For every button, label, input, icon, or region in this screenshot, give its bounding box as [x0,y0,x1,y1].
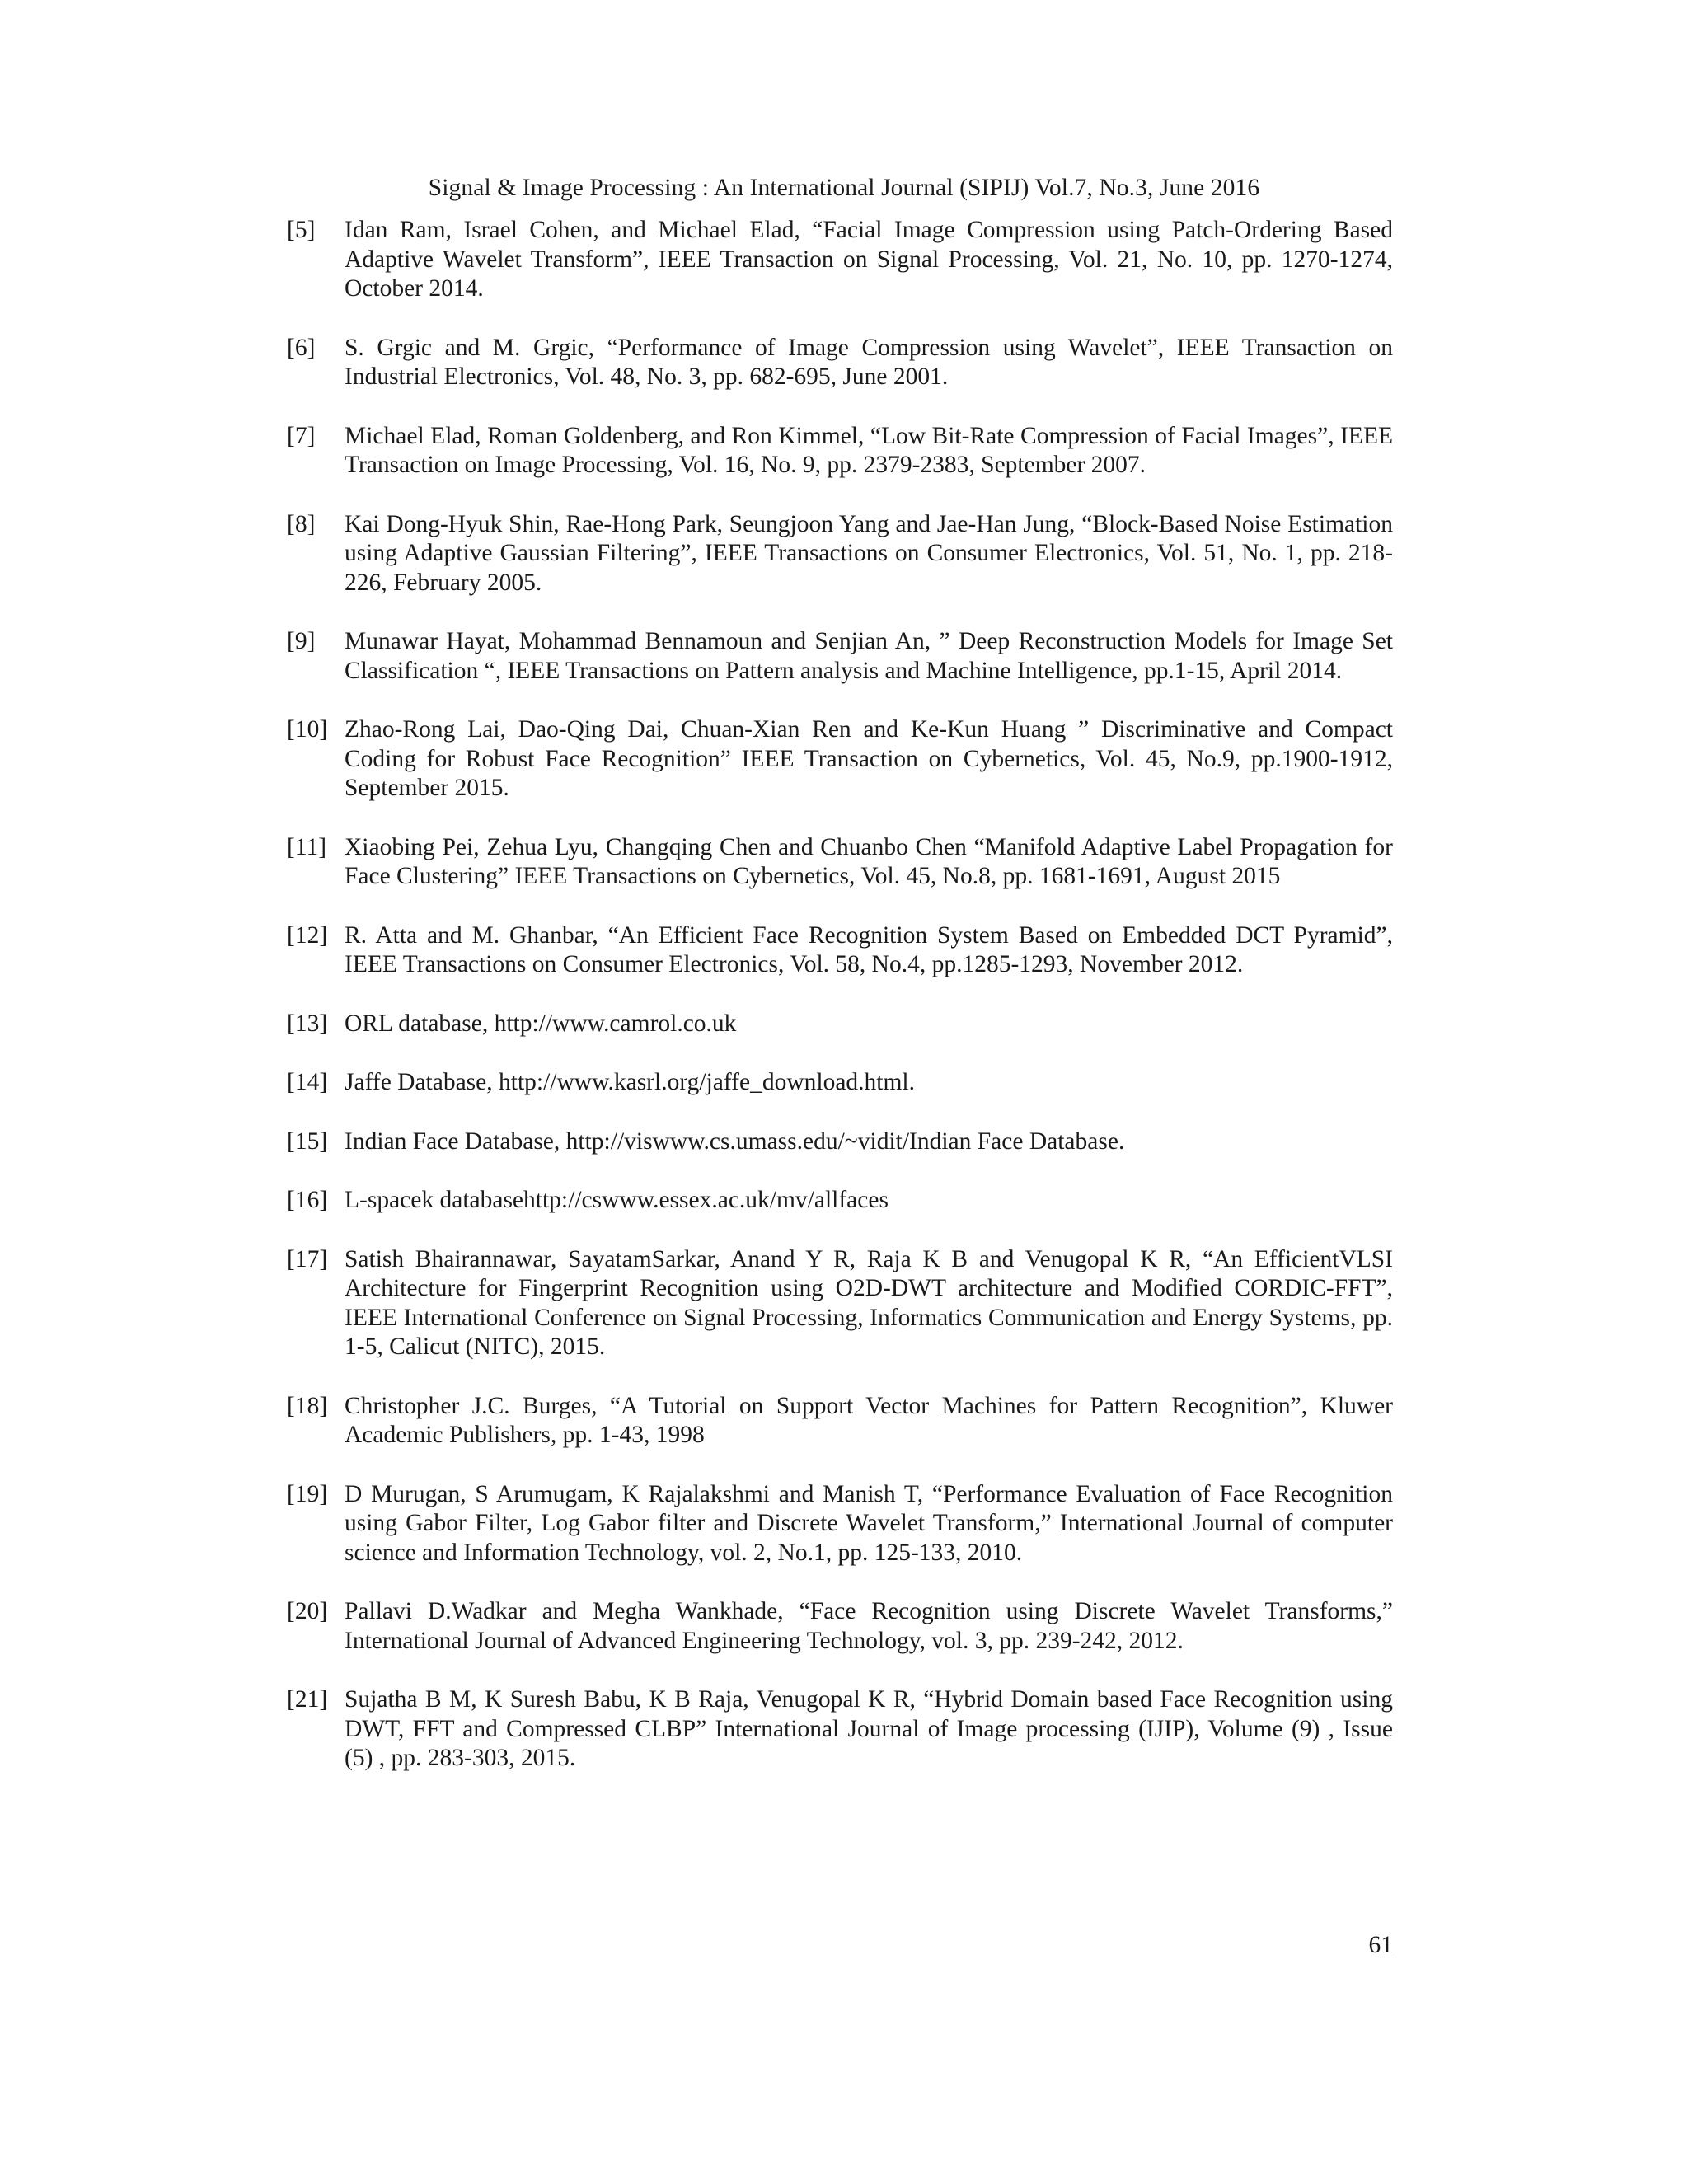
reference-item [287,1186,1393,1216]
reference-item [287,334,1393,392]
reference-text: D Murugan, S Arumugam, K Rajalakshmi and Manish T, “Performance Evaluation of Face Recognition using Gabor Filter, Log Gabor filter and Discrete Wavelet Transform,” International Journal of computer science and Information Technology, vol. 2, No.1, pp. 125-133, 2010. [345,1480,1393,1566]
reference-text: Michael Elad, Roman Goldenberg, and Ron Kimmel, “Low Bit-Rate Compression of Facial Images”, IEEE Transaction on Image Processing, Vol. 16, No. 9, pp. 2379-2383, September 2007. [345,422,1393,478]
reference-text: Idan Ram, Israel Cohen, and Michael Elad, “Facial Image Compression using Patch-Ordering Based Adaptive Wavelet Transform”, IEEE Transaction on Signal Processing, Vol. 21, No. 10, pp. 1270-1274, October 2014. [345,217,1393,302]
reference-item [287,216,1393,304]
reference-item [287,1127,1393,1157]
reference-item [287,921,1393,980]
reference-number: [16] [287,1187,328,1213]
reference-text: S. Grgic and M. Grgic, “Performance of Image Compression using Wavelet”, IEEE Transaction on Industrial Electronics, Vol. 48, No. 3, pp. 682-695, June 2001. [345,334,1393,390]
reference-text: Zhao-Rong Lai, Dao-Qing Dai, Chuan-Xian Ren and Ke-Kun Huang ” Discriminative and Compact Coding for Robust Face Recognition” IEEE Transaction on Cybernetics, Vol. 45, No.9, pp.1900-1912, September 2015. [345,716,1393,801]
page-number: 61 [1368,1932,1393,1958]
reference-item [287,1685,1393,1774]
reference-text: R. Atta and M. Ghanbar, “An Efficient Face Recognition System Based on Embedded DCT Pyramid”, IEEE Transactions on Consumer Electronics, Vol. 58, No.4, pp.1285-1293, November 2012. [345,921,1393,977]
reference-item [287,1480,1393,1568]
reference-text: Kai Dong-Hyuk Shin, Rae-Hong Park, Seungjoon Yang and Jae-Han Jung, “Block-Based Noise Estimation using Adaptive Gaussian Filtering”, IEEE Transactions on Consumer Electronics, Vol. 51, No. 1, pp. 218-226, February 2005. [345,510,1393,596]
reference-text: Satish Bhairannawar, SayatamSarkar, Anand Y R, Raja K B and Venugopal K R, “An EfficientVLSI Architecture for Fingerprint Recognition using O2D-DWT architecture and Modified CORDIC-FFT”, IEEE International Conference on Signal Processing, Informatics Communication and Energy Systems, pp. 1-5, Calicut (NITC), 2015. [345,1245,1393,1360]
reference-number: [17] [287,1245,328,1272]
reference-number: [15] [287,1127,328,1155]
reference-number: [5] [287,217,316,243]
reference-item [287,422,1393,480]
reference-number: [11] [287,833,327,860]
reference-item [287,833,1393,892]
reference-text: Jaffe Database, http://www.kasrl.org/jaffe_download.html. [345,1069,915,1095]
reference-item [287,1010,1393,1039]
reference-text: Christopher J.C. Burges, “A Tutorial on Support Vector Machines for Pattern Recognition”, Kluwer Academic Publishers, pp. 1-43, 1998 [345,1392,1393,1448]
reference-text: ORL database, http://www.camrol.co.uk [345,1010,737,1037]
reference-item [287,715,1393,804]
reference-item [287,510,1393,598]
reference-list [287,216,1393,1803]
reference-number: [12] [287,921,328,949]
reference-number: [6] [287,334,316,361]
reference-number: [18] [287,1392,328,1419]
reference-text: Munawar Hayat, Mohammad Bennamoun and Senjian An, ” Deep Reconstruction Models for Image Set Classification “, IEEE Transactions on Pattern analysis and Machine Intelligence, pp.1-15, April 2014. [345,628,1393,684]
reference-item [287,1597,1393,1656]
reference-number: [9] [287,628,316,654]
reference-item [287,1245,1393,1362]
reference-number: [21] [287,1686,328,1713]
reference-item [287,1068,1393,1098]
reference-text: L-spacek databasehttp://cswww.essex.ac.uk/mv/allfaces [345,1187,889,1213]
reference-number: [8] [287,510,316,537]
running-header: Signal & Image Processing : An International Journal (SIPIJ) Vol.7, No.3, June 2016 [428,175,1260,201]
reference-number: [19] [287,1480,328,1507]
reference-number: [10] [287,716,328,743]
reference-item [287,627,1393,686]
reference-number: [13] [287,1010,328,1037]
reference-number: [20] [287,1598,328,1624]
reference-text: Xiaobing Pei, Zehua Lyu, Changqing Chen and Chuanbo Chen “Manifold Adaptive Label Propagation for Face Clustering” IEEE Transactions on Cybernetics, Vol. 45, No.8, pp. 1681-1691, August 2015 [345,833,1393,889]
reference-item [287,1392,1393,1451]
reference-text: Pallavi D.Wadkar and Megha Wankhade, “Face Recognition using Discrete Wavelet Transforms,” International Journal of Advanced Engineering Technology, vol. 3, pp. 239-242, 2012. [345,1598,1393,1654]
reference-text: Indian Face Database, http://viswww.cs.umass.edu/~vidit/Indian Face Database. [345,1127,1125,1155]
reference-number: [7] [287,422,316,449]
reference-number: [14] [287,1069,328,1095]
reference-text: Sujatha B M, K Suresh Babu, K B Raja, Venugopal K R, “Hybrid Domain based Face Recognition using DWT, FFT and Compressed CLBP” International Journal of Image processing (IJIP), Volume (9) , Issue (5) , pp. 283-303, 2015. [345,1686,1393,1771]
